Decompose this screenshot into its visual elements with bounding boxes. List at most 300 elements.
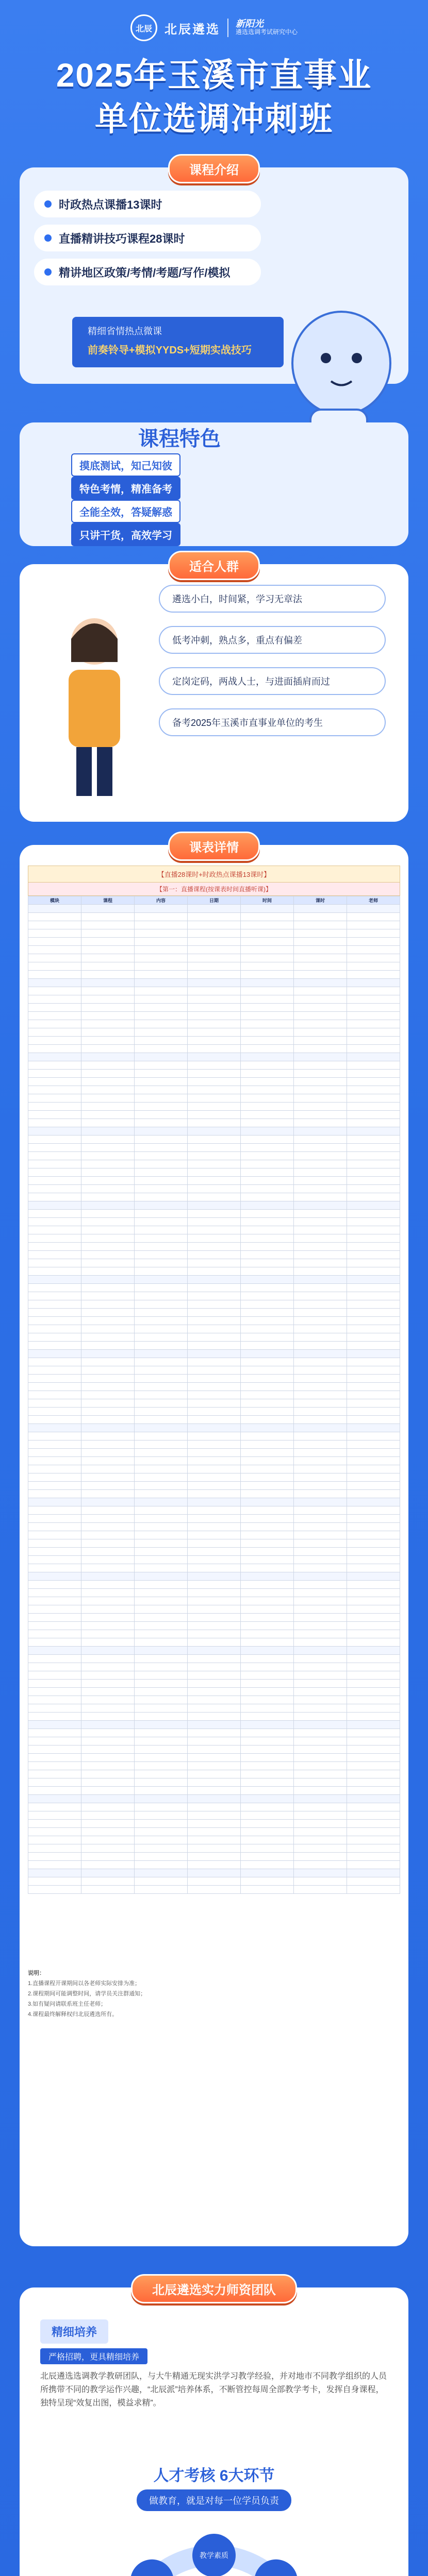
table-row <box>28 1391 400 1399</box>
table-row <box>28 962 400 971</box>
table-cell <box>188 1127 241 1136</box>
table-cell <box>347 1647 400 1655</box>
table-cell <box>241 1886 294 1894</box>
table-cell <box>241 1144 294 1152</box>
table-cell <box>188 1836 241 1844</box>
table-cell <box>347 1795 400 1803</box>
table-row <box>28 1251 400 1259</box>
table-cell <box>347 1317 400 1325</box>
table-row <box>28 1622 400 1630</box>
table-cell <box>81 1630 135 1638</box>
table-cell <box>81 1391 135 1399</box>
table-cell <box>28 1004 81 1012</box>
table-cell <box>241 1218 294 1226</box>
table-cell <box>81 1811 135 1820</box>
table-cell <box>241 1762 294 1770</box>
table-row <box>28 1828 400 1836</box>
table-cell <box>241 1737 294 1745</box>
table-cell <box>188 1754 241 1762</box>
table-cell <box>294 1045 347 1053</box>
table-cell <box>28 913 81 921</box>
table-row <box>28 954 400 962</box>
table-cell <box>241 1663 294 1671</box>
table-cell <box>135 1572 188 1581</box>
table-cell <box>81 1251 135 1259</box>
table-cell <box>294 1119 347 1127</box>
table-row <box>28 1037 400 1045</box>
table-cell <box>135 1012 188 1020</box>
table-row <box>28 1729 400 1737</box>
table-cell <box>135 1597 188 1605</box>
table-cell <box>347 1457 400 1465</box>
table-cell <box>294 962 347 971</box>
table-cell <box>135 1160 188 1168</box>
cultivation-tag: 精细培养 <box>40 2319 108 2344</box>
table-cell <box>241 971 294 979</box>
table-cell <box>241 1778 294 1787</box>
table-cell <box>28 1886 81 1894</box>
table-cell <box>347 1325 400 1333</box>
six-steps-title: 人才考核 6大环节 <box>153 2467 275 2484</box>
table-cell <box>241 1375 294 1383</box>
table-cell <box>294 1465 347 1473</box>
table-row <box>28 1086 400 1094</box>
table-cell <box>135 1762 188 1770</box>
table-cell <box>347 1300 400 1309</box>
table-row <box>28 1696 400 1704</box>
table-cell <box>347 1490 400 1498</box>
table-header-cell: 时间 <box>241 896 294 905</box>
table-row <box>28 1704 400 1713</box>
table-cell <box>241 1276 294 1284</box>
table-cell <box>294 1366 347 1375</box>
table-cell <box>241 1424 294 1432</box>
table-cell <box>28 1696 81 1704</box>
table-cell <box>241 1004 294 1012</box>
table-row <box>28 1655 400 1663</box>
table-row <box>28 1688 400 1696</box>
bullet-icon <box>44 268 52 276</box>
table-cell <box>135 1688 188 1696</box>
table-cell <box>241 1713 294 1721</box>
table-cell <box>28 1539 81 1548</box>
table-cell <box>135 1457 188 1465</box>
intro-ribbon: 课程介绍 <box>168 154 260 183</box>
table-cell <box>347 1284 400 1292</box>
table-cell <box>81 1745 135 1754</box>
table-cell <box>81 1506 135 1515</box>
table-cell <box>347 1737 400 1745</box>
table-cell <box>81 1432 135 1440</box>
table-header-cell: 老师 <box>347 896 400 905</box>
table-cell <box>294 954 347 962</box>
table-row <box>28 1713 400 1721</box>
table-cell <box>28 1267 81 1276</box>
table-cell <box>135 1424 188 1432</box>
table-row <box>28 1408 400 1416</box>
table-row <box>28 1284 400 1292</box>
table-cell <box>28 1506 81 1515</box>
table-cell <box>135 1193 188 1201</box>
table-cell <box>135 1201 188 1210</box>
table-cell <box>347 1787 400 1795</box>
table-cell <box>135 1614 188 1622</box>
table-cell <box>294 1655 347 1663</box>
table-cell <box>81 1762 135 1770</box>
table-cell <box>188 1572 241 1581</box>
table-cell <box>241 1482 294 1490</box>
table-cell <box>241 1564 294 1572</box>
table-cell <box>241 987 294 995</box>
table-cell <box>241 1605 294 1614</box>
table-cell <box>81 1259 135 1267</box>
table-cell <box>294 1218 347 1226</box>
table-cell <box>188 1589 241 1597</box>
table-cell <box>347 1218 400 1226</box>
table-cell <box>81 1869 135 1877</box>
intro-item <box>34 225 261 251</box>
table-cell <box>347 1663 400 1671</box>
table-cell <box>28 1754 81 1762</box>
table-cell <box>241 1358 294 1366</box>
table-cell <box>347 1012 400 1020</box>
table-cell <box>135 1251 188 1259</box>
table-cell <box>347 1853 400 1861</box>
table-cell <box>241 1342 294 1350</box>
table-cell <box>241 938 294 946</box>
table-cell <box>135 1556 188 1564</box>
table-cell <box>294 1671 347 1680</box>
table-cell <box>294 1754 347 1762</box>
table-cell <box>294 1877 347 1886</box>
table-cell <box>347 1449 400 1457</box>
table-cell <box>188 1061 241 1070</box>
table-cell <box>347 1028 400 1037</box>
table-cell <box>81 1243 135 1251</box>
table-cell <box>81 1053 135 1061</box>
table-cell <box>188 1548 241 1556</box>
partner-brand: 新阳光 <box>235 19 264 29</box>
table-cell <box>347 929 400 938</box>
table-cell <box>294 1564 347 1572</box>
table-cell <box>188 1300 241 1309</box>
table-cell <box>241 1045 294 1053</box>
table-row <box>28 1012 400 1020</box>
table-cell <box>294 1820 347 1828</box>
table-cell <box>135 1037 188 1045</box>
table-cell <box>188 1177 241 1185</box>
table-cell <box>28 1317 81 1325</box>
table-cell <box>81 1886 135 1894</box>
table-row <box>28 1020 400 1028</box>
table-cell <box>241 1729 294 1737</box>
table-cell <box>28 1572 81 1581</box>
table-cell <box>241 1531 294 1539</box>
table-cell <box>241 1498 294 1506</box>
table-cell <box>347 1004 400 1012</box>
table-cell <box>188 1234 241 1243</box>
audience-item: 遴选小白，时间紧，学习无章法 <box>159 585 386 613</box>
table-cell <box>347 946 400 954</box>
table-cell <box>81 1605 135 1614</box>
table-header-cell: 课程 <box>81 896 135 905</box>
table-cell <box>188 1713 241 1721</box>
table-cell <box>81 1795 135 1803</box>
table-row <box>28 1605 400 1614</box>
table-row <box>28 1820 400 1828</box>
table-cell <box>135 1119 188 1127</box>
table-cell <box>347 1630 400 1638</box>
table-cell <box>135 1828 188 1836</box>
table-cell <box>81 1078 135 1086</box>
table-cell <box>347 1696 400 1704</box>
table-cell <box>294 1300 347 1309</box>
table-cell <box>135 1778 188 1787</box>
table-cell <box>28 1086 81 1094</box>
table-row <box>28 1844 400 1853</box>
table-cell <box>294 929 347 938</box>
table-cell <box>135 1754 188 1762</box>
table-cell <box>135 1028 188 1037</box>
table-cell <box>135 1787 188 1795</box>
table-cell <box>28 1300 81 1309</box>
table-cell <box>28 1680 81 1688</box>
table-header-cell: 模块 <box>28 896 81 905</box>
note-line: 4.课程最终解释权归北辰遴选所有。 <box>28 2011 118 2018</box>
table-cell <box>28 987 81 995</box>
table-cell <box>28 1531 81 1539</box>
table-cell <box>28 1094 81 1103</box>
table-cell <box>294 1094 347 1103</box>
table-cell <box>188 1342 241 1350</box>
table-cell <box>81 1375 135 1383</box>
table-cell <box>294 1325 347 1333</box>
table-cell <box>188 1638 241 1647</box>
table-cell <box>135 1581 188 1589</box>
table-row <box>28 1053 400 1061</box>
table-cell <box>347 1078 400 1086</box>
table-cell <box>294 1004 347 1012</box>
table-cell <box>347 1333 400 1342</box>
table-cell <box>81 1070 135 1078</box>
table-cell <box>188 1869 241 1877</box>
table-cell <box>188 1778 241 1787</box>
table-cell <box>188 1564 241 1572</box>
intro-item <box>34 259 261 285</box>
table-cell <box>347 1127 400 1136</box>
table-cell <box>81 1622 135 1630</box>
table-row <box>28 987 400 995</box>
table-cell <box>135 1465 188 1473</box>
table-cell <box>241 1325 294 1333</box>
table-row <box>28 1548 400 1556</box>
table-cell <box>294 979 347 987</box>
table-cell <box>81 1671 135 1680</box>
table-cell <box>347 1416 400 1424</box>
table-cell <box>241 1210 294 1218</box>
assessment-wheel <box>85 2514 343 2576</box>
table-cell <box>294 1597 347 1605</box>
table-cell <box>28 962 81 971</box>
table-cell <box>28 1671 81 1680</box>
table-cell <box>28 1061 81 1070</box>
table-cell <box>81 1440 135 1449</box>
table-cell <box>81 938 135 946</box>
table-row <box>28 1185 400 1193</box>
teachers-ribbon: 北辰遴选实力师资团队 <box>131 2274 297 2303</box>
feature-pill: 摸底测试，知己知彼 <box>71 453 180 477</box>
table-cell <box>28 1721 81 1729</box>
table-cell <box>135 1045 188 1053</box>
table-cell <box>188 1647 241 1655</box>
table-cell <box>188 1770 241 1778</box>
table-cell <box>294 1795 347 1803</box>
table-cell <box>81 1020 135 1028</box>
schedule-table <box>28 896 400 1894</box>
table-cell <box>135 938 188 946</box>
table-cell <box>241 1515 294 1523</box>
table-cell <box>347 1861 400 1869</box>
table-cell <box>294 1605 347 1614</box>
table-cell <box>188 1350 241 1358</box>
table-cell <box>28 1465 81 1473</box>
table-cell <box>81 1647 135 1655</box>
intro-list <box>34 191 261 293</box>
table-cell <box>188 1020 241 1028</box>
table-row <box>28 1680 400 1688</box>
table-cell <box>81 1663 135 1671</box>
table-row <box>28 1877 400 1886</box>
table-cell <box>188 1119 241 1127</box>
table-cell <box>188 1811 241 1820</box>
table-cell <box>188 929 241 938</box>
table-cell <box>81 1399 135 1408</box>
table-cell <box>81 1292 135 1300</box>
table-row <box>28 1886 400 1894</box>
table-cell <box>188 1053 241 1061</box>
table-cell <box>241 1457 294 1465</box>
table-cell <box>241 1671 294 1680</box>
table-cell <box>28 1449 81 1457</box>
schedule-section <box>20 841 408 2246</box>
brand-name: 北辰遴选 <box>164 21 220 37</box>
table-cell <box>241 1680 294 1688</box>
bullet-icon <box>44 234 52 242</box>
table-cell <box>135 1432 188 1440</box>
table-cell <box>81 1226 135 1234</box>
table-cell <box>135 1663 188 1671</box>
table-cell <box>135 1473 188 1482</box>
table-cell <box>294 1630 347 1638</box>
table-cell <box>294 1861 347 1869</box>
table-cell <box>294 905 347 913</box>
table-cell <box>188 1399 241 1408</box>
table-cell <box>294 946 347 954</box>
table-cell <box>188 1581 241 1589</box>
table-cell <box>81 1638 135 1647</box>
table-cell <box>188 1201 241 1210</box>
table-cell <box>81 1523 135 1531</box>
table-cell <box>28 1869 81 1877</box>
panel-line2: 前奏铃导+模拟YYDS+短期实战技巧 <box>88 345 252 356</box>
table-cell <box>347 938 400 946</box>
table-cell <box>135 1383 188 1391</box>
table-cell <box>28 1737 81 1745</box>
table-cell <box>81 962 135 971</box>
table-cell <box>347 1754 400 1762</box>
table-cell <box>294 1647 347 1655</box>
table-cell <box>28 1622 81 1630</box>
table-row <box>28 1440 400 1449</box>
table-row <box>28 1778 400 1787</box>
table-row <box>28 1449 400 1457</box>
wheel-label: 教学素质 <box>200 2551 228 2560</box>
table-cell <box>294 1408 347 1416</box>
table-cell <box>347 1243 400 1251</box>
table-cell <box>81 1136 135 1144</box>
table-cell <box>81 1168 135 1177</box>
table-cell <box>294 1828 347 1836</box>
table-cell <box>347 1119 400 1127</box>
table-cell <box>188 1886 241 1894</box>
table-cell <box>28 1358 81 1366</box>
table-row <box>28 1292 400 1300</box>
schedule-table-wrap <box>28 866 400 1894</box>
teachers-section <box>20 2283 408 2576</box>
table-cell <box>241 1111 294 1119</box>
table-cell <box>188 1193 241 1201</box>
bullet-icon <box>44 200 52 208</box>
table-cell <box>347 1226 400 1234</box>
table-cell <box>347 1671 400 1680</box>
table-cell <box>347 1136 400 1144</box>
table-row <box>28 1473 400 1482</box>
table-cell <box>81 1325 135 1333</box>
table-cell <box>135 1267 188 1276</box>
table-row <box>28 1663 400 1671</box>
table-cell <box>81 1234 135 1243</box>
pill-row <box>71 453 180 477</box>
table-cell <box>81 1300 135 1309</box>
table-cell <box>135 1539 188 1548</box>
table-cell <box>347 1531 400 1539</box>
table-cell <box>81 1539 135 1548</box>
table-cell <box>135 987 188 995</box>
table-cell <box>241 1869 294 1877</box>
table-cell <box>241 1267 294 1276</box>
table-cell <box>294 1160 347 1168</box>
table-cell <box>28 1811 81 1820</box>
table-header-cell: 课时 <box>294 896 347 905</box>
table-cell <box>81 1342 135 1350</box>
table-cell <box>28 1861 81 1869</box>
table-cell <box>81 1317 135 1325</box>
table-cell <box>241 946 294 954</box>
table-cell <box>188 1457 241 1465</box>
table-cell <box>294 1498 347 1506</box>
table-cell <box>347 1886 400 1894</box>
table-cell <box>294 1152 347 1160</box>
table-row <box>28 1770 400 1778</box>
cultivation-text: 北辰遴选选调教学教研团队，与大牛精通无现实洪学习教学经验，并对地市不同教学组织的人员所携带不同的教学运作兴趣，“北辰派”培养体系，不断管控每周全部教学考卡，发挥自身课程，独特呈现“效复出图，模益求精”。 <box>40 2372 387 2408</box>
table-cell <box>188 1655 241 1663</box>
audience-item: 低考冲刺，熟点多，重点有偏差 <box>159 626 386 654</box>
table-cell <box>294 1548 347 1556</box>
table-cell <box>28 1655 81 1663</box>
table-cell <box>28 1391 81 1399</box>
table-cell <box>294 1787 347 1795</box>
table-row <box>28 1531 400 1539</box>
